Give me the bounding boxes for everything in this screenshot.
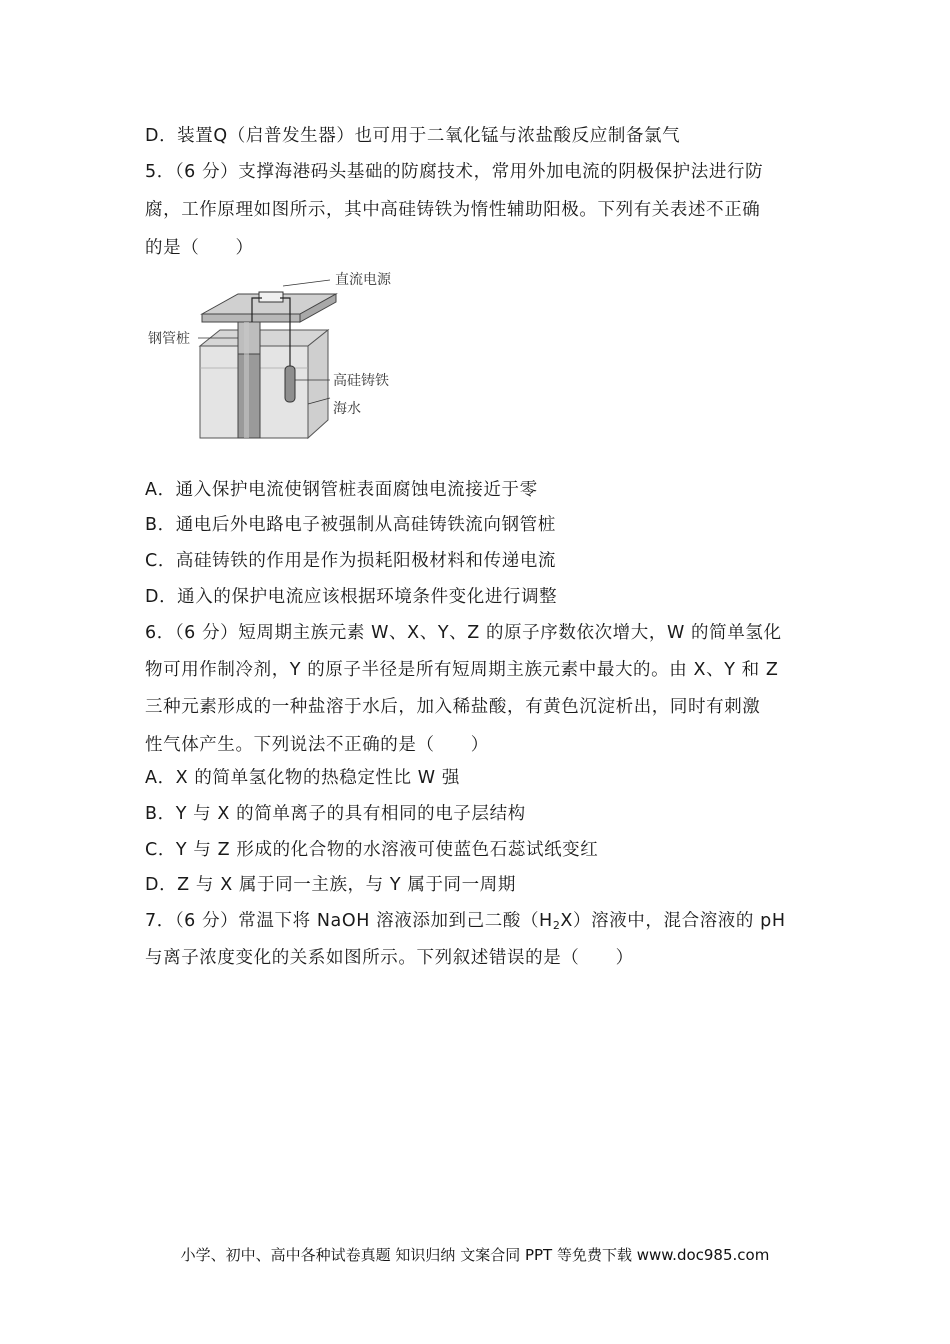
q5-option-b: B．通电后外电路电子被强制从高硅铸铁流向钢管桩	[145, 515, 556, 535]
q6-stem-line-3: 三种元素形成的一种盐溶于水后，加入稀盐酸，有黄色沉淀析出，同时有刺激	[145, 697, 761, 717]
q6-stem-line-2: 物可用作制冷剂，Y 的原子半径是所有短周期主族元素中最大的。由 X、Y 和 Z	[145, 660, 779, 680]
q7-stem-text-b: X）溶液中，混合溶液的 pH	[560, 911, 786, 931]
q7-stem-text-a: 7．（6 分）常温下将 NaOH 溶液添加到己二酸（H	[145, 911, 553, 931]
q6-option-a: A．X 的简单氢化物的热稳定性比 W 强	[145, 768, 460, 788]
q6-stem-line-4: 性气体产生。下列说法不正确的是（ ）	[145, 735, 489, 755]
q7-subscript: 2	[552, 919, 561, 932]
q7-stem-line-1	[145, 909, 786, 933]
q5-stem-line-3: 的是（ ）	[145, 238, 254, 258]
label-seawater: 海水	[333, 401, 361, 417]
page-footer: 小学、初中、高中各种试卷真题 知识归纳 文案合同 PPT 等免费下载 www.doc985.com	[180, 1246, 770, 1264]
q6-stem-line-1: 6．（6 分）短周期主族元素 W、X、Y、Z 的原子序数依次增大，W 的简单氢化	[145, 623, 782, 643]
label-steel-pile: 钢管桩	[148, 331, 190, 347]
label-dc-power: 直流电源	[335, 272, 391, 288]
q5-option-a: A．通入保护电流使钢管桩表面腐蚀电流接近于零	[145, 480, 538, 500]
q5-stem-line-1: 5．（6 分）支撑海港码头基础的防腐技术，常用外加电流的阴极保护法进行防	[145, 162, 764, 182]
q5-option-d: D．通入的保护电流应该根据环境条件变化进行调整	[145, 587, 558, 607]
q6-option-d: D．Z 与 X 属于同一主族，与 Y 属于同一周期	[145, 875, 516, 895]
q6-option-b: B．Y 与 X 的简单离子的具有相同的电子层结构	[145, 804, 526, 824]
label-high-silicon-iron: 高硅铸铁	[333, 373, 389, 389]
q5-stem-line-2: 腐，工作原理如图所示，其中高硅铸铁为惰性辅助阳极。下列有关表述不正确	[145, 200, 761, 220]
cathodic-protection-figure	[140, 268, 410, 453]
cathodic-protection-diagram	[140, 268, 410, 453]
q4-option-d: D．装置Q（启普发生器）也可用于二氧化锰与浓盐酸反应制备氯气	[145, 126, 681, 146]
q7-stem-line-2: 与离子浓度变化的关系如图所示。下列叙述错误的是（ ）	[145, 948, 634, 968]
q6-option-c: C．Y 与 Z 形成的化合物的水溶液可使蓝色石蕊试纸变红	[145, 840, 599, 860]
q5-option-c: C．高硅铸铁的作用是作为损耗阳极材料和传递电流	[145, 551, 557, 571]
